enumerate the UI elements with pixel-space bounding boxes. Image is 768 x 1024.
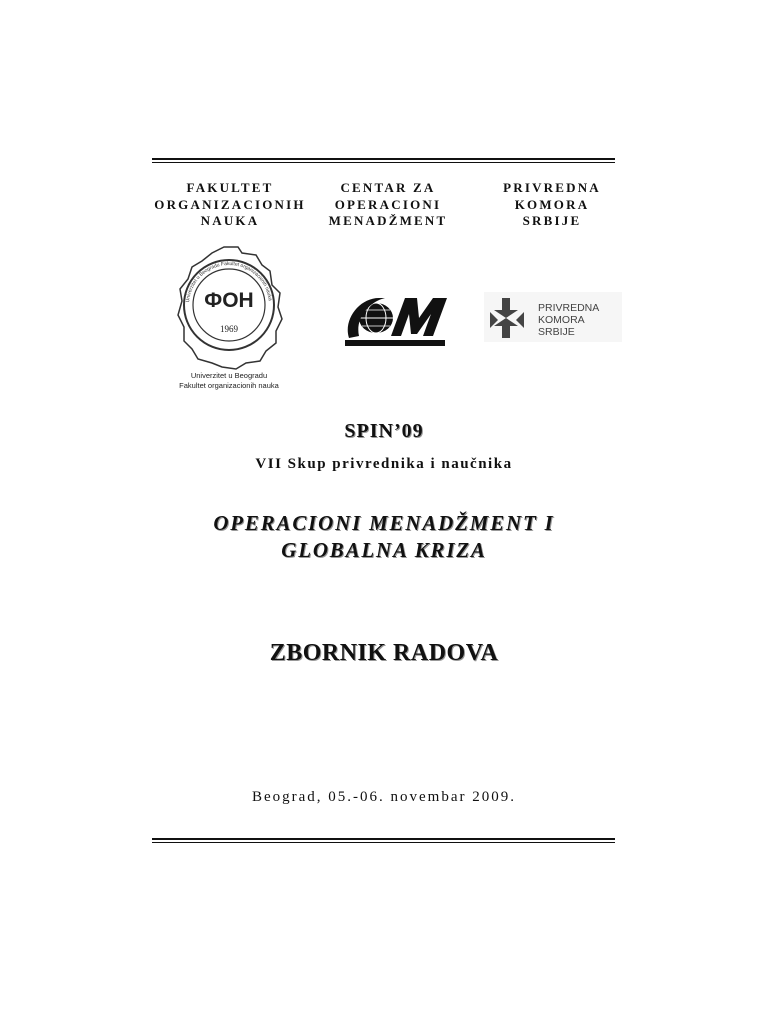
conference-subtitle: VII Skup privrednika i naučnika [255,456,513,472]
fon-logo [176,243,286,393]
place-date: Beograd, 05.-06. novembar 2009. [251,789,517,805]
institution-centar: CENTAR ZA OPERACIONI MENADŽMENT [328,180,448,228]
top-rule [152,158,615,163]
topic-line-1: OPERACIONI MENADŽMENT I [213,511,555,535]
institution-fon: FAKULTET ORGANIZACIONIH NAUKA [154,180,306,228]
fon-caption-1: Univerzitet u Beogradu [190,371,268,380]
pks-logo [484,292,622,342]
fon-caption-2: Fakultet organizacionih nauka [179,381,279,390]
fon-ring-text: Univerzitet u Beogradu Fakultet organizacionih nauka [185,260,273,303]
conference-name: SPIN’09 [344,420,424,442]
om-logo [343,296,449,348]
bottom-rule [152,838,615,843]
pks-line-2: KOMORA [538,314,585,326]
pks-line-1: PRIVREDNA [538,302,600,314]
institution-pks: PRIVREDNA KOMORA SRBIJE [503,180,601,228]
fon-letters: ФОН [204,289,254,312]
pks-line-3: SRBIJE [538,326,575,338]
topic-line-2: GLOBALNA KRIZA [281,538,487,562]
document-title: ZBORNIK RADOVA [269,640,499,666]
fon-year: 1969 [220,324,238,334]
topic-title [0,510,768,564]
header-institutions [140,180,628,230]
